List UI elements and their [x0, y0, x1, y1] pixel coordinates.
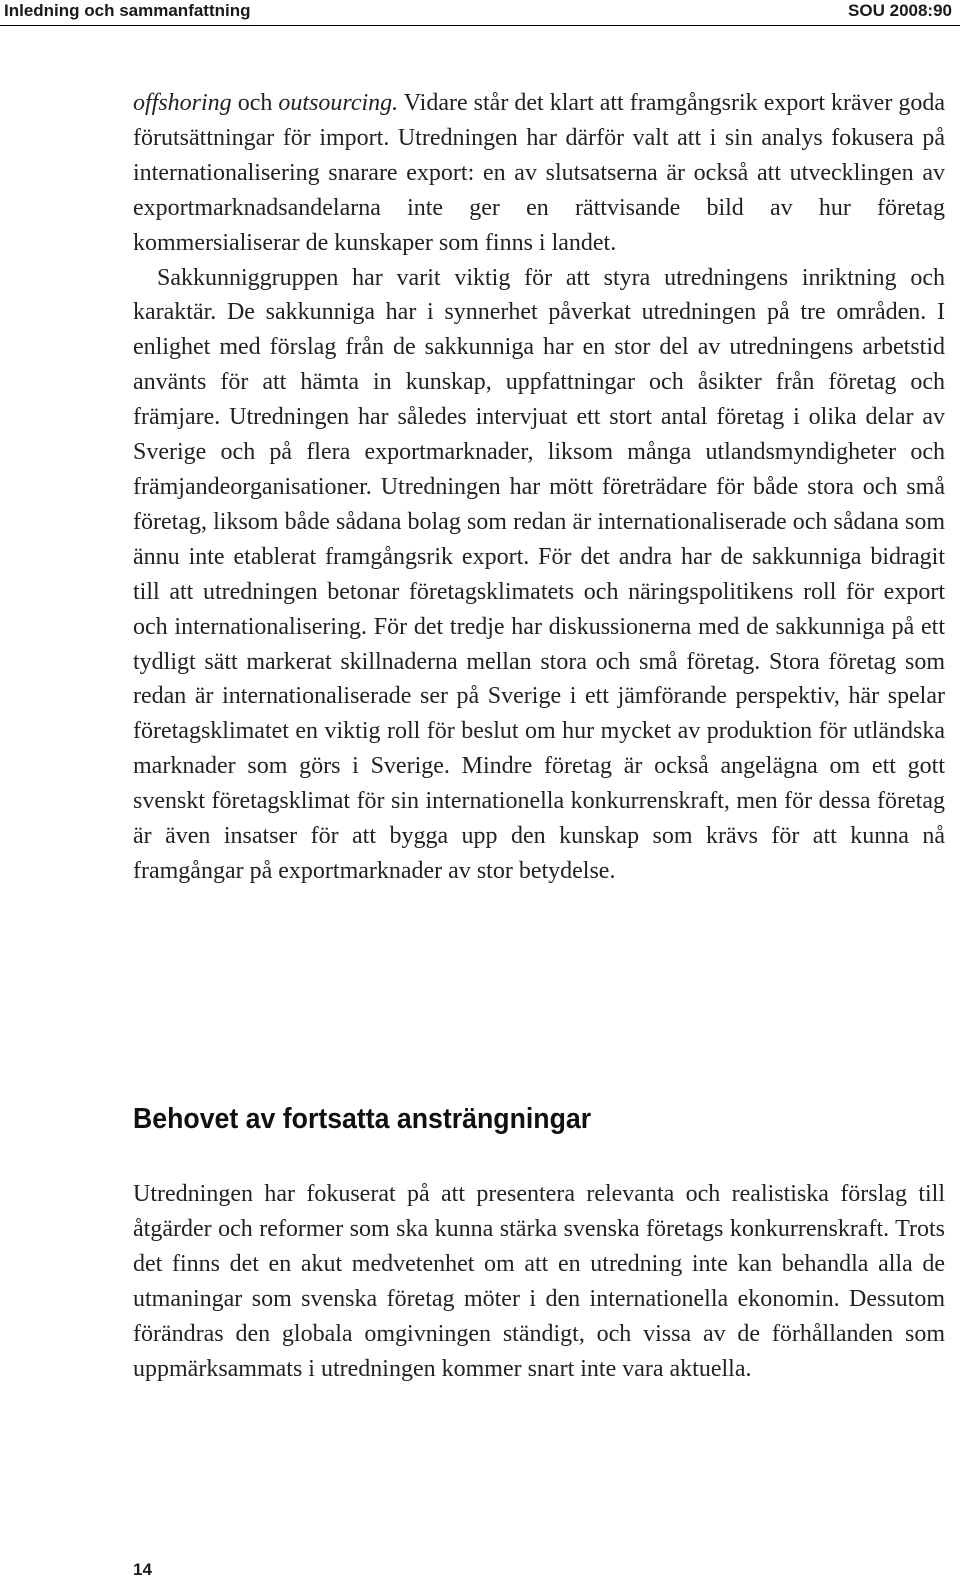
page-number: 14 [133, 1560, 152, 1579]
section-body-1 [133, 86, 945, 889]
conjunction: och [231, 90, 279, 116]
chapter-title: Inledning och sammanfattning [4, 1, 251, 20]
paragraph-3: Utredningen har fokuserat på att presentera relevanta och realistiska förslag till åtgärder och reformer som ska kunna stärka svenska företags konkurrenskraft. Trots det finns det en akut medvetenhet om att en utredning inte kan behandla alla de utmaningar som svenska företag möter i den internationella ekonomin. Dessutom förändras den globala omgivningen ständigt, och vissa av de förhållanden som uppmärksammats i utredningen kommer snart inte vara aktuella. [133, 1181, 945, 1382]
italic-term-outsourcing: outsourcing. [278, 90, 399, 116]
paragraph-2: Sakkunniggruppen har varit viktig för att styra utredningens inriktning och karaktär. De sakkunniga har i synnerhet påverkat utredningen på tre områden. I enlighet med förslag från de sakkunniga har en stor del av utredningens arbetstid använts för att hämta in kunskap, uppfattningar och åsikter från företag och främjare. Utredningen har således intervjuat ett stort antal företag i olika delar av Sverige och på flera exportmarknader, liksom många utlandsmyndigheter och främjandeorganisationer. Utredningen har mött företrädare för både stora och små företag, liksom både sådana bolag som redan är internationaliserade och sådana som ännu inte etablerat framgångsrik export. För det andra har de sakkunniga bidragit till att utredningen betonar företagsklimatets och näringspolitikens roll för export och internationalisering. För det tredje har diskussionerna med de sakkunniga på ett tydligt sätt markerat skillnaderna mellan stora och små företag. Stora företag som redan är internationaliserade ser på Sverige i ett jämförande perspektiv, här spelar företagsklimatet en viktig roll för beslut om hur mycket av produktion för utländska marknader som görs i Sverige. Mindre företag är också angelägna om ett gott svenskt företagsklimat för sin internationella konkurrenskraft, men för dessa företag är även insatser för att bygga upp den kunskap som krävs för att kunna nå framgångar på exportmarknader av stor betydelse. [133, 264, 945, 884]
running-header [0, 0, 960, 26]
paragraph-1-text: Vidare står det klart att framgångsrik export kräver goda förutsättningar för import. Utredningen har därför valt att i sin analys fokusera på internationalisering snarare export: en av slutsatserna är också att utvecklingen av exportmarknadsandelarna inte ger en rättvisande bild av hur företag kommersialiserar de kunskaper som finns i landet. [133, 90, 946, 256]
document-id: SOU 2008:90 [848, 1, 952, 20]
italic-term-offshoring: offshoring [133, 90, 232, 116]
section-heading: Behovet av fortsatta ansträngningar [133, 1103, 592, 1135]
section-body-2 [133, 1177, 945, 1386]
paragraph-1 [133, 86, 945, 261]
